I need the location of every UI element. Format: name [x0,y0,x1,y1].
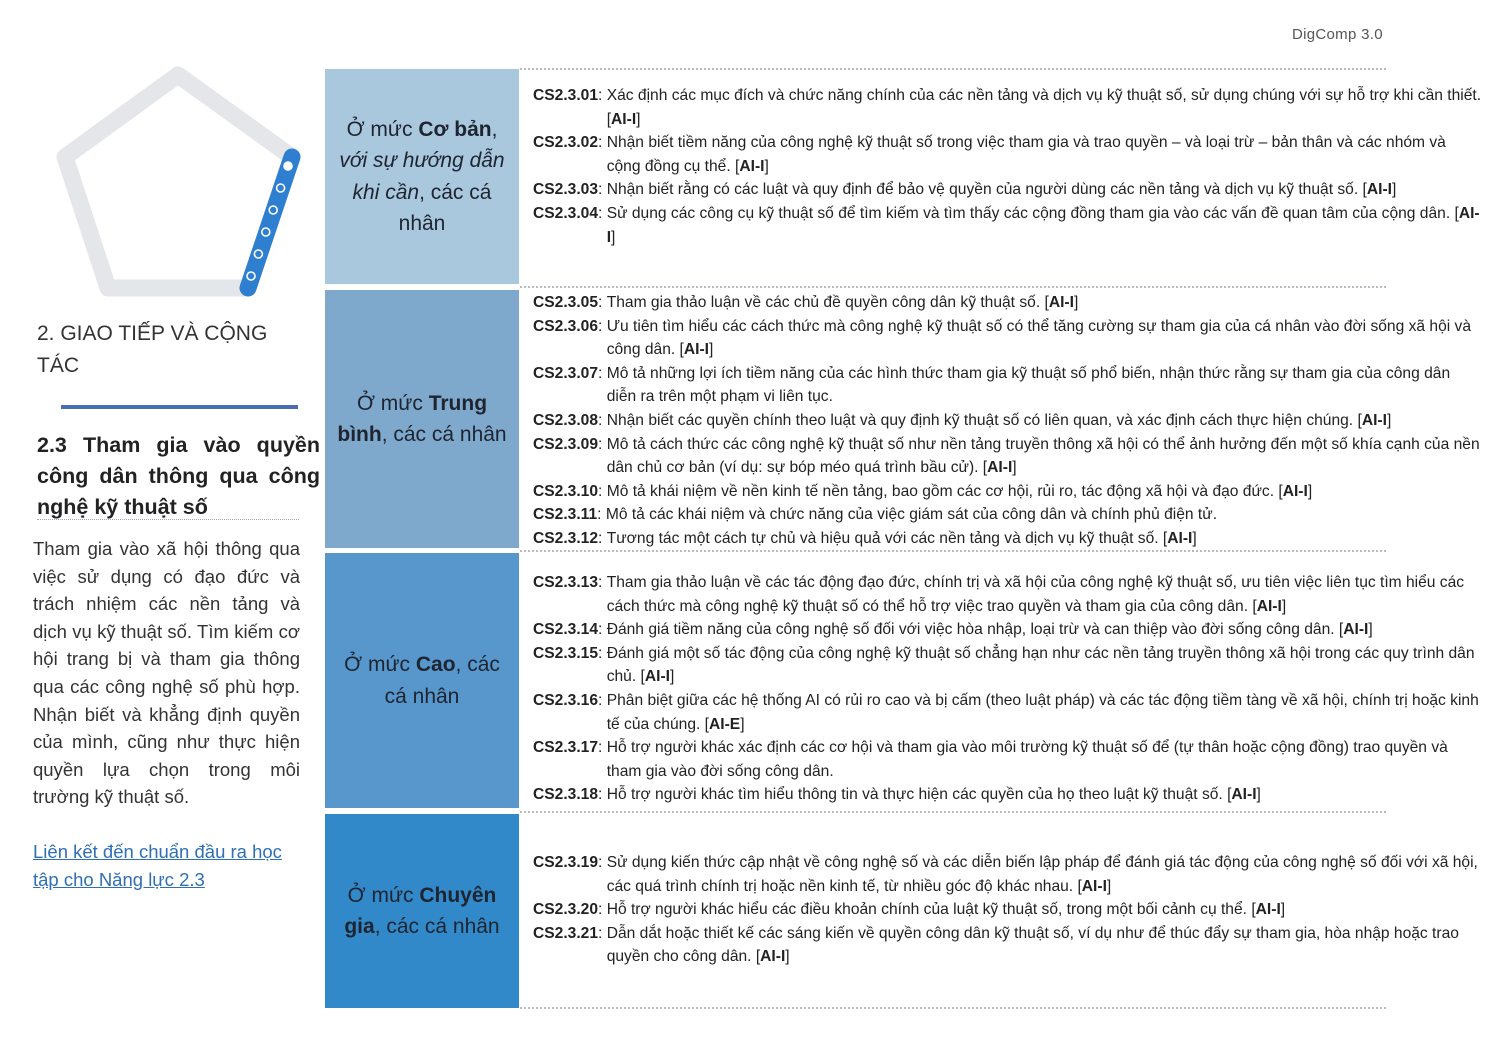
outcome-text: Sử dụng các công cụ kỹ thuật số để tìm kiếm và tìm thấy các cộng đồng tham gia vào các vấn đề quan tâm của cộng dân. [AI-I] [606,204,1480,246]
level-label [331,114,513,240]
level-suffix: , các cá nhân [398,180,492,235]
level-prefix: Ở mức [344,653,416,676]
brand-label: DigComp 3.0 [1292,26,1383,43]
progress-dot [284,162,292,170]
ai-tag: AI-I [1366,181,1392,199]
ai-tag: AI-I [683,341,709,359]
outcome-text: Xác định các mục đích và chức năng chính của các nền tảng và dịch vụ kỹ thuật số, sử dụng chúng với sự hỗ trợ khi cần thiết. [AI-I] [606,87,1482,128]
pentagon-highlight-segment [247,157,292,288]
outcome-item: CS2.3.15 : Đánh giá một số tác động của công nghệ kỹ thuật số chẳng hạn như các nền tảng truyền thông xã hội trong các quy trình dân chủ. [AI-I] [533,642,1483,689]
level-basic-box [325,69,519,284]
ai-tag: AI-I [1231,786,1257,804]
level-mid: , [491,117,498,141]
outcomes-basic [533,84,1483,249]
outcome-text: Ưu tiên tìm hiểu các cách thức mà công nghệ kỹ thuật số có thể tăng cường sự tham gia của cá nhân vào đời sống xã hội và công dân. [AI-I] [606,317,1472,359]
level-prefix: Ở mức [346,117,419,141]
outcome-text: Hỗ trợ người khác tìm hiểu thông tin và thực hiện các quyền của họ theo luật kỹ thuật số. [AI-I] [606,786,1261,804]
level-name: Cao [415,653,456,676]
ai-tag: AI-I [987,459,1013,477]
outcome-item: CS2.3.06 : Ưu tiên tìm hiểu các cách thức mà công nghệ kỹ thuật số có thể tăng cường sự tham gia của cá nhân vào đời sống xã hội và công dân. [AI-I] [533,315,1483,362]
ai-tag: AI-I [1167,529,1193,547]
outcome-code: CS2.3.11 [533,506,598,524]
outcome-text: Nhận biết rằng có các luật và quy định để bảo vệ quyền của người dùng các nền tảng và dịch vụ kỹ thuật số. [AI-I] [606,181,1397,199]
outcome-item: CS2.3.05 : Tham gia thảo luận về các chủ đề quyền công dân kỹ thuật số. [AI-I] [533,291,1483,315]
outcome-item: CS2.3.07 : Mô tả những lợi ích tiềm năng của các hình thức tham gia kỹ thuật số phổ biến, nhận thức rằng sự tham gia của công dân diễn ra trên một phạm vi liên tục. [533,362,1483,409]
ai-tag: AI-I [1282,482,1308,500]
outcome-code: CS2.3.13 [533,574,599,591]
level-prefix: Ở mức [356,391,429,415]
competence-title-rule [37,519,299,520]
level-label [331,880,513,943]
level-label [331,649,513,712]
outcome-code: CS2.3.19 [533,854,599,871]
outcome-code: CS2.3.07 [533,364,599,382]
competence-wheel-icon [50,60,310,308]
outcome-item: CS2.3.18 : Hỗ trợ người khác tìm hiểu thông tin và thực hiện các quyền của họ theo luật kỹ thuật số. [AI-I] [533,783,1483,807]
ai-tag: AI-I [1256,597,1282,615]
level-intermediate-box [325,290,519,548]
outcome-text: Nhận biết các quyền chính theo luật và quy định kỹ thuật số có liên quan, và xác định cách thực hiện chúng. [AI-I] [606,411,1392,429]
outcome-code: CS2.3.09 [533,435,599,453]
ai-tag: AI-I [644,668,670,686]
ai-tag: AI-I [606,204,1480,246]
outcome-item: CS2.3.04 : Sử dụng các công cụ kỹ thuật số để tìm kiếm và tìm thấy các cộng đồng tham gia vào các vấn đề quan tâm của cộng dân. [AI-I] [533,202,1483,249]
outcome-item: CS2.3.08 : Nhận biết các quyền chính theo luật và quy định kỹ thuật số có liên quan, và xác định cách thực hiện chúng. [AI-I] [533,409,1483,433]
outcome-text: Hỗ trợ người khác xác định các cơ hội và tham gia vào môi trường kỹ thuật số để (tự thân hoặc cộng đồng) trao quyền và tham gia vào đời sống công dân. [606,739,1448,780]
outcome-code: CS2.3.17 [533,739,599,757]
outcome-item: CS2.3.10 : Mô tả khái niệm về nền kinh tế nền tảng, bao gồm các cơ hội, rủi ro, tác động xã hội và đạo đức. [AI-I] [533,480,1483,504]
outcome-text: Mô tả các khái niệm và chức năng của việc giám sát của công dân và chính phủ điện tử. [605,506,1218,524]
ai-tag: AI-I [1048,294,1074,311]
outcome-text: Mô tả cách thức các công nghệ kỹ thuật số như nền tảng truyền thông xã hội có thể ảnh hưởng đến một số khía cạnh của nền dân chủ cơ bản (ví dụ: sự bóp méo quá trình bầu cử). [AI-I] [606,435,1480,477]
outcome-text: Tham gia thảo luận về các chủ đề quyền công dân kỹ thuật số. [AI-I] [606,294,1079,311]
outcome-item: CS2.3.13 : Tham gia thảo luận về các tác động đạo đức, chính trị và xã hội của công nghệ kỹ thuật số, ưu tiên việc liên tục tìm hiểu các cách thức mà công nghệ kỹ thuật số có thể hỗ trợ việc trao quyền và tham gia của công dân. [AI-I] [533,571,1483,618]
outcome-text: Đánh giá tiềm năng của công nghệ số đối với việc hòa nhập, loại trừ và can thiệp vào đời sống công dân. [AI-I] [606,621,1373,639]
outcome-code: CS2.3.05 [533,294,599,311]
outcome-text: Hỗ trợ người khác hiểu các điều khoản chính của luật kỹ thuật số, trong một bối cảnh cụ thể. [AI-I] [606,901,1286,919]
outcome-text: Phân biệt giữa các hệ thống AI có rủi ro cao và bị cấm (theo luật pháp) và các tác động tiềm tàng về xã hội, chính trị hoặc kinh tế của chúng. [AI-E] [606,691,1479,733]
outcome-text: Nhận biết tiềm năng của công nghệ kỹ thuật số trong việc tham gia và trao quyền – và loại trừ – bản thân và các nhóm và cộng đồng cụ thể. [AI-I] [606,134,1446,175]
ai-tag: AI-I [1081,877,1107,895]
outcome-text: Sử dụng kiến thức cập nhật về công nghệ số và các diễn biến lập pháp để đánh giá tác động của công nghệ số đối với xã hội, các quá trình chính trị hoặc nền kinh tế, từ nhiều góc độ khác nhau. [AI-I] [606,854,1478,895]
outcome-item: CS2.3.16 : Phân biệt giữa các hệ thống AI có rủi ro cao và bị cấm (theo luật pháp) và các tác động tiềm tàng về xã hội, chính trị hoặc kinh tế của chúng. [AI-E] [533,689,1483,736]
outcome-item: CS2.3.19 : Sử dụng kiến thức cập nhật về công nghệ số và các diễn biến lập pháp để đánh giá tác động của công nghệ số đối với xã hội, các quá trình chính trị hoặc nền kinh tế, từ nhiều góc độ khác nhau. [AI-I] [533,851,1483,898]
level-name: Cơ bản [418,117,492,141]
outcome-text: Tương tác một cách tự chủ và hiệu quả với các nền tảng và dịch vụ kỹ thuật số. [AI-I] [606,529,1197,547]
outcome-item: CS2.3.02 : Nhận biết tiềm năng của công nghệ kỹ thuật số trong việc tham gia và trao quyền – và loại trừ – bản thân và các nhóm và cộng đồng cụ thể. [AI-I] [533,131,1483,178]
outcome-code: CS2.3.12 [533,529,599,547]
level-advanced-box [325,553,519,808]
outcome-item: CS2.3.03 : Nhận biết rằng có các luật và quy định để bảo vệ quyền của người dùng các nền tảng và dịch vụ kỹ thuật số. [AI-I] [533,178,1483,202]
outcome-text: Đánh giá một số tác động của công nghệ kỹ thuật số chẳng hạn như các nền tảng truyền thông xã hội trong các quy trình dân chủ. [AI-I] [606,644,1475,686]
competence-description: Tham gia vào xã hội thông qua việc sử dụng có đạo đức và trách nhiệm các nền tảng và dịch vụ kỹ thuật số. Tìm kiếm cơ hội trang bị và tham gia thông qua các công nghệ số phù hợp. Nhận biết và khẳng định quyền của mình, cũng như thực hiện quyền lựa chọn trong môi trường kỹ thuật số. [33,538,300,808]
level-emphasis: với sự hướng dẫn khi cần [339,149,505,204]
outcome-code: CS2.3.02 [533,134,599,152]
separator [520,286,1386,288]
outcome-code: CS2.3.04 [533,204,599,222]
outcome-code: CS2.3.15 [533,644,599,662]
outcome-code: CS2.3.20 [533,901,599,919]
ai-tag: AI-I [1343,621,1369,639]
level-expert-box [325,814,519,1008]
ai-tag: AI-I [760,948,786,966]
outcome-code: CS2.3.10 [533,482,599,500]
ai-tag: AI-E [709,715,741,733]
outcome-item: CS2.3.20 : Hỗ trợ người khác hiểu các điều khoản chính của luật kỹ thuật số, trong một bối cảnh cụ thể. [AI-I] [533,898,1483,922]
level-label [331,388,513,451]
outcome-code: CS2.3.14 [533,621,599,639]
outcome-text: Dẫn dắt hoặc thiết kế các sáng kiến về quyền công dân kỹ thuật số, ví dụ như để thúc đẩy sự tham gia, hòa nhập hoặc trao quyền cho công dân. [AI-I] [606,924,1459,966]
ai-tag: AI-I [1255,901,1281,919]
level-suffix: , các cá nhân [381,423,507,446]
separator [520,811,1386,813]
competence-title: 2.3 Tham gia vào quyền công dân thông qua công nghệ kỹ thuật số [37,433,320,519]
outcomes-advanced [533,571,1483,807]
level-suffix: , các cá nhân [384,653,500,708]
outcomes-expert [533,851,1483,969]
outcome-text: Mô tả những lợi ích tiềm năng của các hình thức tham gia kỹ thuật số phổ biến, nhận thức rằng sự tham gia của công dân diễn ra trên một phạm vi liên tục. [606,364,1451,406]
level-prefix: Ở mức [347,883,420,907]
ai-tag: AI-I [1361,411,1387,429]
area-title: 2. GIAO TIẾP VÀ CỘNG TÁC [37,322,268,377]
outcome-code: CS2.3.06 [533,317,599,335]
outcome-code: CS2.3.21 [533,924,599,942]
ai-tag: AI-I [739,157,765,175]
outcome-item: CS2.3.12 : Tương tác một cách tự chủ và hiệu quả với các nền tảng và dịch vụ kỹ thuật số. [AI-I] [533,527,1483,551]
area-divider [61,405,298,409]
level-suffix: , các cá nhân [374,915,500,938]
outcomes-intermediate [533,291,1483,551]
level-name: Trung bình [337,391,488,446]
ai-tag: AI-I [611,110,637,128]
outcome-item: CS2.3.11 : Mô tả các khái niệm và chức năng của việc giám sát của công dân và chính phủ điện tử. [533,503,1483,527]
outcome-item: CS2.3.09 : Mô tả cách thức các công nghệ kỹ thuật số như nền tảng truyền thông xã hội có thể ảnh hưởng đến một số khía cạnh của nền dân chủ cơ bản (ví dụ: sự bóp méo quá trình bầu cử). [AI-I] [533,433,1483,480]
outcome-item: CS2.3.14 : Đánh giá tiềm năng của công nghệ số đối với việc hòa nhập, loại trừ và can thiệp vào đời sống công dân. [AI-I] [533,618,1483,642]
outcome-item: CS2.3.17 : Hỗ trợ người khác xác định các cơ hội và tham gia vào môi trường kỹ thuật số để (tự thân hoặc cộng đồng) trao quyền và tham gia vào đời sống công dân. [533,736,1483,783]
learning-outcomes-link[interactable]: Liên kết đến chuẩn đầu ra học tập cho Năng lực 2.3 [33,841,282,890]
separator [520,1007,1386,1009]
outcome-text: Mô tả khái niệm về nền kinh tế nền tảng, bao gồm các cơ hội, rủi ro, tác động xã hội và đạo đức. [AI-I] [606,482,1313,500]
outcome-code: CS2.3.03 [533,181,599,199]
outcome-code: CS2.3.16 [533,691,599,709]
outcome-code: CS2.3.01 [533,87,599,104]
outcome-code: CS2.3.08 [533,411,599,429]
level-name: Chuyên gia [344,883,497,938]
outcome-item: CS2.3.01 : Xác định các mục đích và chức năng chính của các nền tảng và dịch vụ kỹ thuật số, sử dụng chúng với sự hỗ trợ khi cần thiết. [AI-I] [533,84,1483,131]
outcome-code: CS2.3.18 [533,786,599,804]
separator [520,68,1386,70]
outcome-text: Tham gia thảo luận về các tác động đạo đức, chính trị và xã hội của công nghệ kỹ thuật số, ưu tiên việc liên tục tìm hiểu các cách thức mà công nghệ kỹ thuật số có thể hỗ trợ việc trao quyền và tham gia của công dân. [AI-I] [606,574,1465,615]
outcome-item: CS2.3.21 : Dẫn dắt hoặc thiết kế các sáng kiến về quyền công dân kỹ thuật số, ví dụ như để thúc đẩy sự tham gia, hòa nhập hoặc trao quyền cho công dân. [AI-I] [533,922,1483,969]
